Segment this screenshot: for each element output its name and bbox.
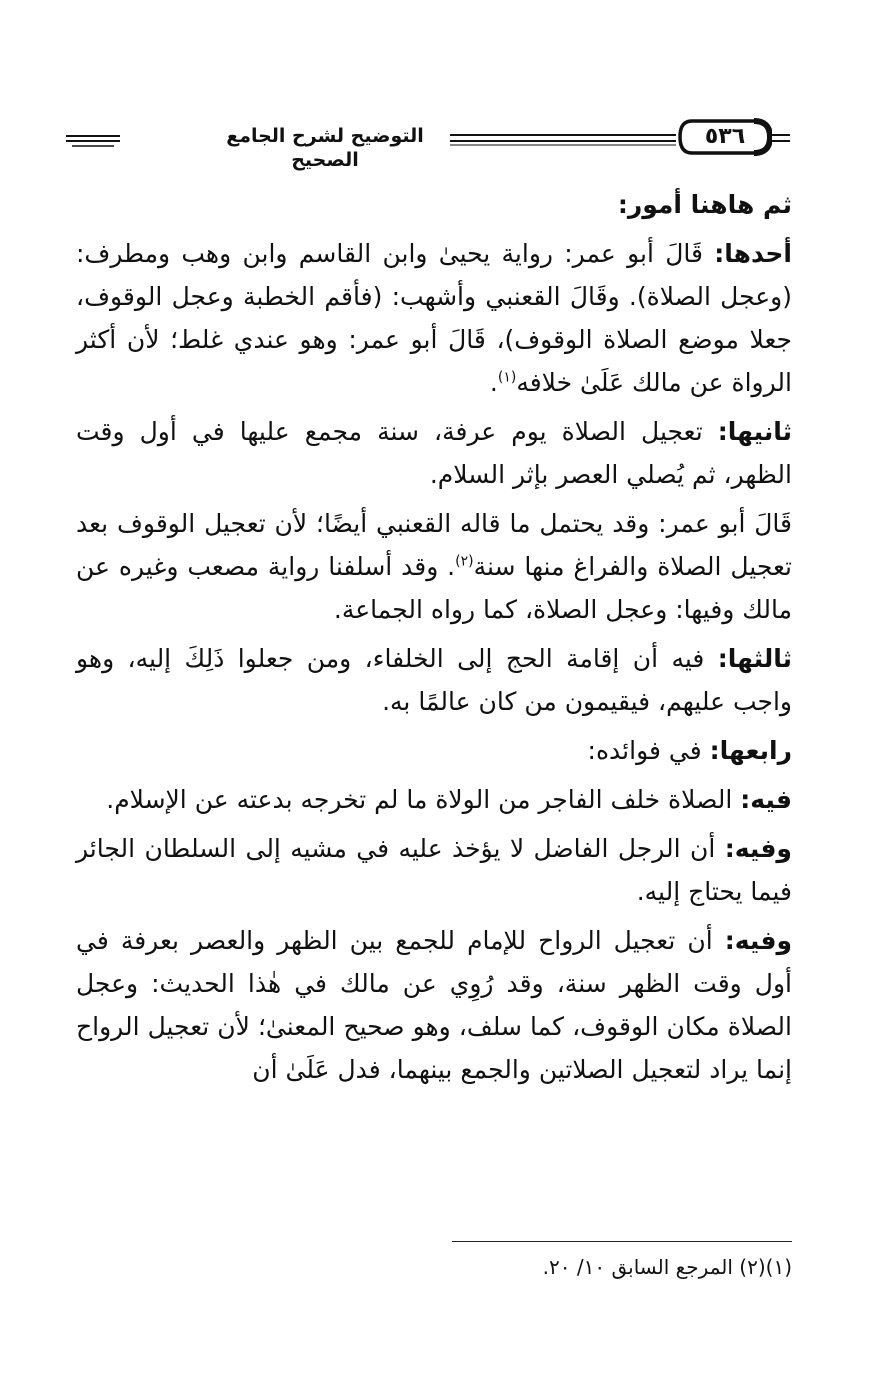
main-text xyxy=(76,183,792,1097)
footnote-ref-1: (١) xyxy=(497,369,517,386)
paragraph-first xyxy=(76,232,792,404)
paragraph-abu-umar xyxy=(76,502,792,631)
paragraph-second xyxy=(76,410,792,496)
third-heading: ثالثها: xyxy=(717,644,793,673)
page-number-badge xyxy=(678,118,772,156)
paragraph-benefit-3 xyxy=(76,919,792,1091)
abu-umar-end: . وقد أسلفنا رواية مصعب وغيره عن مالك وفيها: وعجل الصلاة، كما رواه الجماعة. xyxy=(76,552,792,624)
benefit-2-heading: وفيه: xyxy=(724,834,792,863)
benefit-1-heading: فيه: xyxy=(740,785,792,814)
benefit-3-heading: وفيه: xyxy=(724,926,792,955)
intro-text: ثم هاهنا أمور: xyxy=(617,190,792,219)
running-title: التوضيح لشرح الجامع الصحيح xyxy=(200,124,450,172)
footnote-ref-2: (٢) xyxy=(455,553,474,570)
second-text: تعجيل الصلاة يوم عرفة، سنة مجمع عليها في أول وقت الظهر، ثم يُصلي العصر بإثر السلام. xyxy=(76,417,792,489)
paragraph-intro xyxy=(76,183,792,226)
paragraph-benefit-1 xyxy=(76,778,792,821)
first-heading: أحدها: xyxy=(714,239,792,268)
fourth-text: في فوائده: xyxy=(587,736,702,765)
first-end: . xyxy=(489,368,498,397)
abu-umar-text: قَالَ أبو عمر: وقد يحتمل ما قاله القعنبي أيضًا؛ لأن تعجيل الوقوف بعد تعجيل الصلاة والفراغ منها سنة xyxy=(76,509,792,581)
benefit-3-text: أن تعجيل الرواح للإمام للجمع بين الظهر والعصر بعرفة في أول وقت الظهر سنة، وقد رُوِي عن مالك في هٰذا الحديث: وعجل الصلاة مكان الوقوف، كما سلف، وهو صحيح المعنىٰ؛ لأن تعجيل الرواح إنما يراد لتعجيل الصلاتين والجمع بينهما، فدل عَلَىٰ أن xyxy=(76,926,792,1084)
benefit-1-text: الصلاة خلف الفاجر من الولاة ما لم تخرجه بدعته عن الإسلام. xyxy=(106,785,733,814)
page-header xyxy=(62,114,792,171)
footnote-separator xyxy=(452,1241,792,1242)
footnote: (١)(٢) المرجع السابق ١٠/ ٢٠. xyxy=(542,1255,792,1279)
fourth-heading: رابعها: xyxy=(709,736,792,765)
third-text: فيه أن إقامة الحج إلى الخلفاء، ومن جعلوا ذَلِكَ إليه، وهو واجب عليهم، فيقيمون من كان عالمًا به. xyxy=(76,644,792,716)
page-number: ٥٣٦ xyxy=(704,124,746,149)
paragraph-fourth xyxy=(76,729,792,772)
benefit-2-text: أن الرجل الفاضل لا يؤخذ عليه في مشيه إلى السلطان الجائر فيما يحتاج إليه. xyxy=(76,834,792,906)
first-text: قَالَ أبو عمر: رواية يحيىٰ وابن القاسم وابن وهب ومطرف: (وعجل الصلاة). وقَالَ القعنبي وأشهب: (فأقم الخطبة وعجل الوقوف، جعلا موضع الصلاة الوقوف)، قَالَ أبو عمر: وهو عندي غلط؛ لأن أكثر الرواة عن مالك عَلَىٰ خلافه xyxy=(76,239,792,397)
second-heading: ثانيها: xyxy=(717,417,792,446)
paragraph-third xyxy=(76,637,792,723)
paragraph-benefit-2 xyxy=(76,827,792,913)
